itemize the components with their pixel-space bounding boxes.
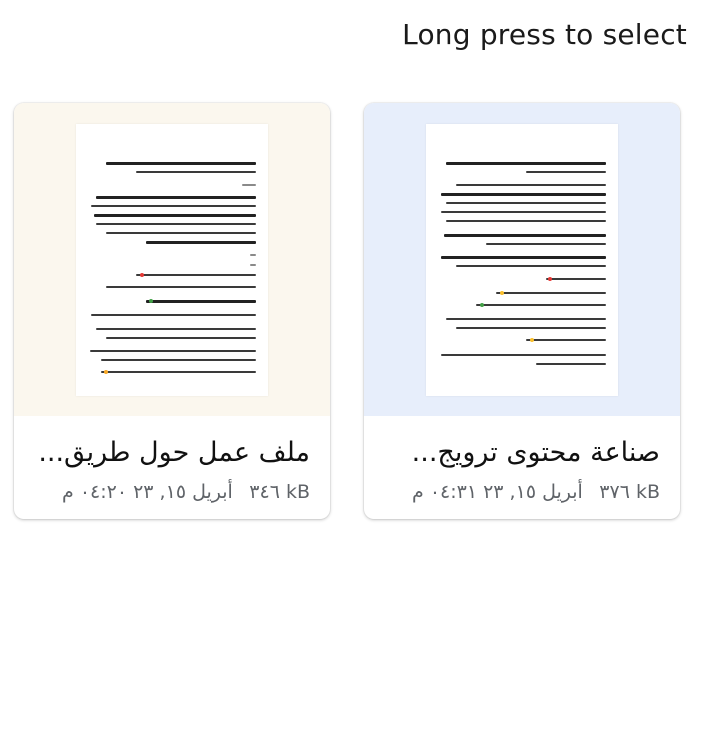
file-date: أبريل ١٥, ٢٣ ٠٤:٢٠ م <box>62 481 233 503</box>
text-line <box>446 318 606 320</box>
text-line <box>96 196 256 199</box>
document-thumbnail-icon <box>426 124 618 396</box>
text-line <box>96 328 256 330</box>
text-line <box>101 359 256 361</box>
file-date: أبريل ١٥, ٢٣ ٠٤:٣١ م <box>412 481 583 503</box>
text-line <box>496 292 606 294</box>
file-thumbnail-area[interactable] <box>14 103 330 416</box>
emoji-glyph <box>530 338 534 342</box>
text-line <box>96 223 256 225</box>
text-line <box>456 327 606 329</box>
file-card[interactable] <box>14 103 330 519</box>
text-line <box>250 254 256 256</box>
text-line <box>456 265 606 267</box>
file-meta <box>62 481 310 507</box>
text-line <box>250 264 256 266</box>
text-line <box>106 162 256 165</box>
text-line <box>526 339 606 341</box>
file-title: ملف عمل حول طريق... <box>38 437 310 468</box>
text-line <box>146 300 256 303</box>
text-line <box>106 337 256 339</box>
document-thumbnail-icon <box>76 124 268 396</box>
emoji-glyph <box>140 273 144 277</box>
file-thumbnail-area[interactable] <box>364 103 680 416</box>
text-line <box>441 354 606 356</box>
text-line <box>136 274 256 276</box>
text-line <box>91 205 256 207</box>
text-line <box>441 211 606 213</box>
text-line <box>446 202 606 204</box>
file-title: صناعة محتوى ترويج... <box>411 437 660 468</box>
text-line <box>94 214 256 217</box>
text-line <box>146 241 256 244</box>
text-line <box>476 304 606 306</box>
text-line <box>136 171 256 173</box>
text-line <box>441 193 606 196</box>
emoji-glyph <box>480 303 484 307</box>
emoji-glyph <box>104 370 108 374</box>
emoji-glyph <box>548 277 552 281</box>
text-line <box>486 243 606 245</box>
text-line <box>444 234 606 237</box>
text-line <box>106 232 256 234</box>
long-press-hint: Long press to select <box>402 18 687 51</box>
text-line <box>441 256 606 259</box>
file-size: ٣٧٦ kB <box>599 481 660 503</box>
file-size: ٣٤٦ kB <box>249 481 310 503</box>
text-line <box>456 184 606 186</box>
text-line <box>546 278 606 280</box>
text-line <box>101 371 256 373</box>
emoji-glyph <box>500 291 504 295</box>
text-line <box>536 363 606 365</box>
text-line <box>446 220 606 222</box>
text-line <box>91 314 256 316</box>
file-meta <box>412 481 660 507</box>
text-line <box>90 350 256 352</box>
text-line <box>526 171 606 173</box>
file-card[interactable] <box>364 103 680 519</box>
emoji-glyph <box>149 299 153 303</box>
text-line <box>242 184 256 186</box>
text-line <box>106 286 256 288</box>
text-line <box>446 162 606 165</box>
